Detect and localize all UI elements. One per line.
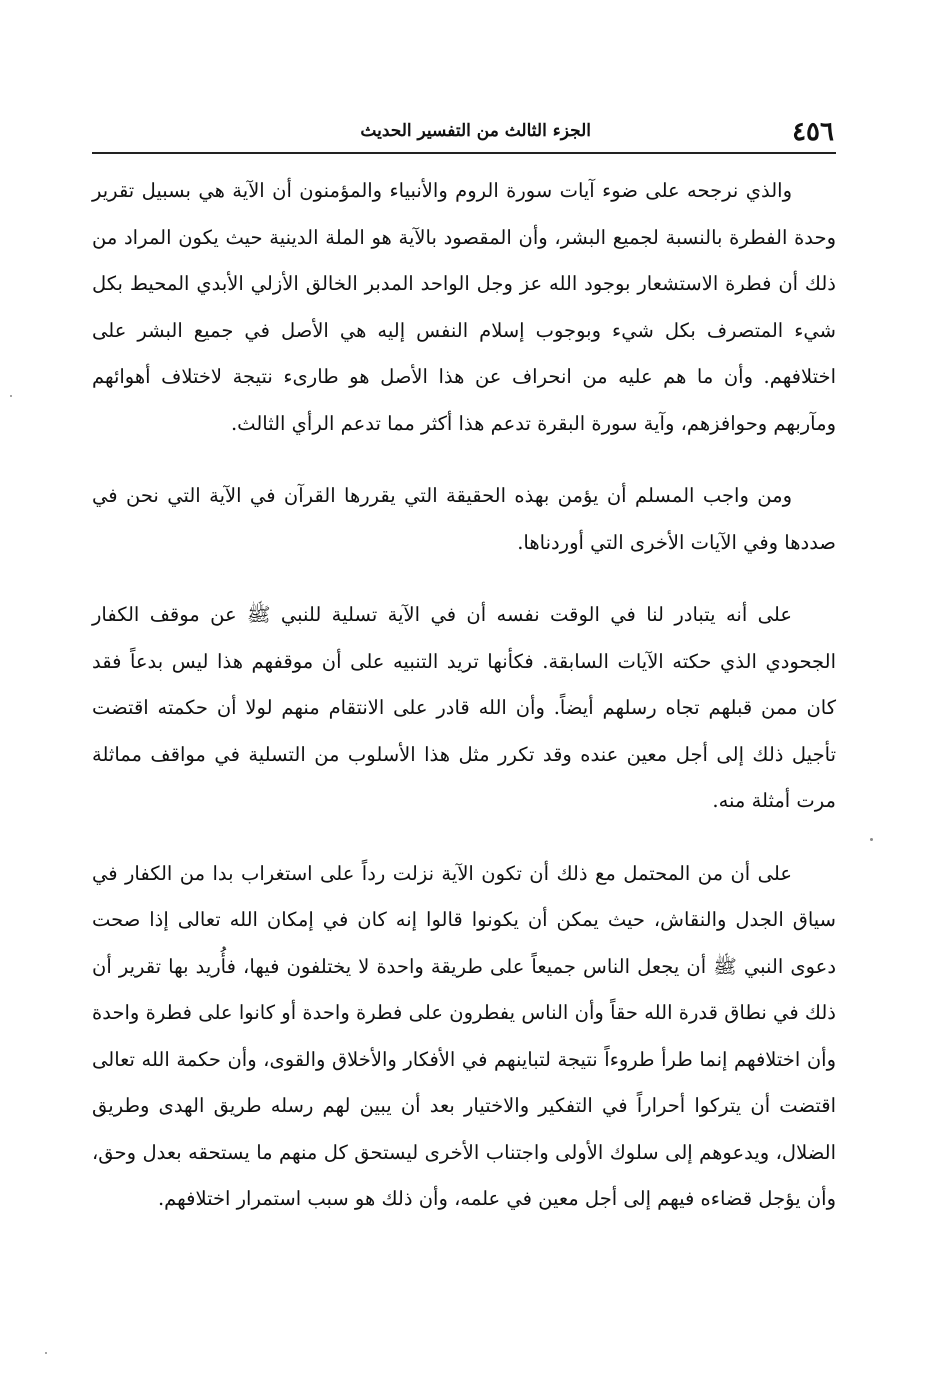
page-body: [92, 168, 836, 1223]
paragraph-2: ومن واجب المسلم أن يؤمن بهذه الحقيقة التي يقررها القرآن في الآية التي نحن في صددها وفي الآيات الأخرى التي أوردناها.: [92, 484, 836, 554]
paragraph-4: على أن من المحتمل مع ذلك أن تكون الآية نزلت رداً على استغراب بدا من الكفار في سياق الجدل والنقاش، حيث يمكن أن يكونوا قالوا إنه كان في إمكان الله تعالى إذا صحت دعوى النبي ﷺ أن يجعل الناس جميعاً على طريقة واحدة لا يختلفون فيها، فأُريد بها تقرير أن ذلك في نطاق قدرة الله حقاً وأن الناس يفطرون على فطرة واحدة أو كانوا على فطرة واحدة وأن اختلافهم إنما طرأ طروءاً نتيجة لتباينهم في الأفكار والأخلاق والقوى، وأن حكمة الله تعالى اقتضت أن يتركوا أحراراً في التفكير والاختيار بعد أن يبين لهم رسله طريق الهدى وطريق الضلال، ويدعوهم إلى سلوك الأولى واجتناب الأخرى ليستحق كل منهم ما يستحقه بعدل وحق، وأن يؤجل قضاءه فيهم إلى أجل معين في علمه، وأن ذلك هو سبب استمرار اختلافهم.: [92, 861, 836, 1210]
running-header: [92, 112, 836, 154]
paragraph-3: على أنه يتبادر لنا في الوقت نفسه أن في الآية تسلية للنبي ﷺ عن موقف الكفار الجحودي الذي حكته الآيات السابقة. فكأنها تريد التنبيه على أن موقفهم هذا ليس بدعاً فقد كان ممن قبلهم تجاه رسلهم أيضاً. وأن الله قادر على الانتقام منهم لولا أن حكمته اقتضت تأجيل ذلك إلى أجل معين عنده وقد تكرر مثل هذا الأسلوب من التسلية في مواقف مماثلة مرت أمثلة منه.: [92, 603, 836, 812]
page-number: ٤٥٦: [792, 117, 834, 147]
paragraph-1: والذي نرجحه على ضوء آيات سورة الروم والأنبياء والمؤمنون أن الآية هي بسبيل تقرير وحدة الفطرة بالنسبة لجميع البشر، وأن المقصود بالآية هو الملة الدينية حيث يكون المراد من ذلك أن فطرة الاستشعار بوجود الله عز وجل الواحد المدبر الخالق الأزلي الأبدي المحيط بكل شيء المتصرف بكل شيء وبوجوب إسلام النفس إليه هي الأصل في جميع البشر على اختلافهم. وأن ما هم عليه من انحراف عن هذا الأصل هو طارىء نتيجة لاختلاف أهوائهم ومآربهم وحوافزهم، وآية سورة البقرة تدعم هذا أكثر مما تدعم الرأي الثالث.: [92, 179, 836, 435]
scan-speck: [45, 1352, 47, 1354]
scan-speck: [10, 395, 12, 397]
running-title: الجزء الثالث من التفسير الحديث: [360, 121, 591, 141]
scan-speck: [870, 838, 873, 841]
